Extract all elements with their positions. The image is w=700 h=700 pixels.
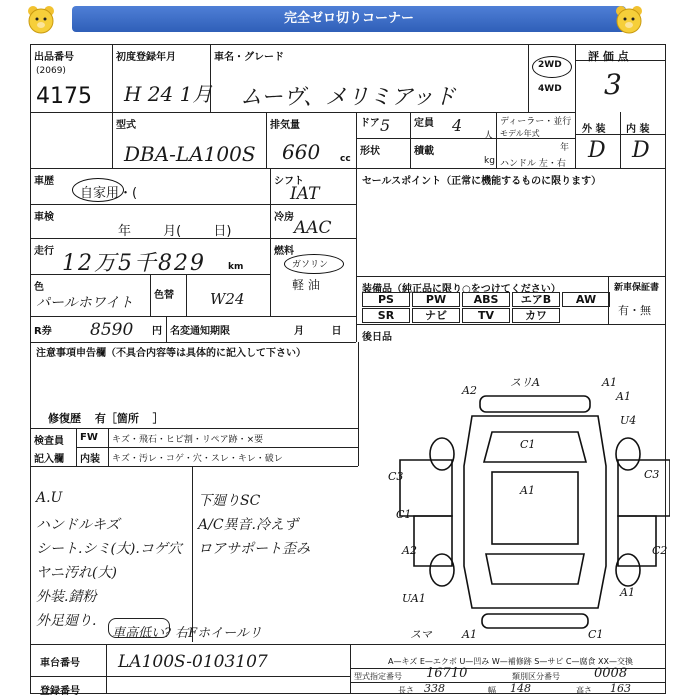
rear-bumper	[482, 614, 588, 628]
mascot-bear-right-icon	[612, 3, 646, 37]
lot-number: 4175	[36, 84, 92, 109]
chassis-value: LA100S-0103107	[118, 652, 268, 672]
damage-mark: C3	[388, 470, 404, 483]
front-bumper	[480, 396, 590, 412]
remark-left-item: シート.シミ(大).コゲ穴	[36, 541, 182, 557]
damage-mark: A1	[620, 586, 635, 599]
recycle-value: 8590	[90, 320, 134, 340]
equipment-item: カワ	[512, 308, 560, 323]
model-value: DBA-LA100S	[124, 142, 256, 166]
inspection-value: 年 月( 日)	[118, 224, 232, 239]
interior-grade-value: D	[632, 138, 650, 163]
rear-items-label: 後日品	[362, 332, 392, 343]
remark-left-item: ハンドルキズ	[36, 517, 120, 533]
dealer-label: ディーラー・並行	[500, 117, 572, 127]
car-name-value: ムーヴ、メリミアッド	[240, 85, 456, 110]
recycle-label: R券	[34, 326, 52, 337]
record-label: 記入欄	[34, 454, 64, 465]
new-warranty-label: 新車保証書	[614, 283, 660, 293]
width-value: 148	[510, 682, 531, 695]
width-label: 幅	[488, 686, 496, 695]
rear-window	[486, 554, 584, 584]
height-label: 高さ	[576, 686, 592, 695]
damage-mark: A2	[462, 384, 477, 397]
equipment-item: TV	[462, 308, 510, 323]
ac-value: AAC	[294, 218, 332, 238]
handle-label: ハンドル 左・右	[500, 159, 566, 169]
doors-value: 5	[380, 116, 391, 135]
doors-label: ドア	[360, 118, 380, 129]
category-label: 車歴	[34, 176, 54, 187]
name-change-value: 月 日	[294, 326, 342, 337]
damage-mark: C1	[520, 438, 536, 451]
mileage-value: 12万5千829	[62, 251, 206, 276]
first-registration-value: H 24 1月	[124, 82, 213, 106]
front-right-tire	[616, 438, 640, 470]
displacement-unit: cc	[340, 154, 351, 164]
displacement-value: 660	[282, 140, 321, 164]
damage-mark: スマ	[410, 628, 432, 641]
fuel-gasoline: ガソリン	[292, 260, 329, 270]
color-code: W24	[210, 290, 245, 308]
exterior-grade-label: 外 装	[582, 124, 606, 135]
remarks-bottom: 車高低い? 右Fホイールリ	[112, 626, 262, 641]
damage-mark: C2	[652, 544, 668, 557]
mascot-bear-left-icon	[24, 3, 58, 37]
mileage-label: 走行	[34, 246, 54, 257]
registration-label: 登録番号	[40, 686, 80, 697]
remark-right-item: A/C異音.冷えず	[198, 517, 298, 533]
equipment-label: 装備品（純正品に限り○をつけてください）	[362, 284, 561, 295]
equipment-item: SR	[362, 308, 410, 323]
model-year-unit: 年	[560, 143, 570, 153]
displacement-label: 排気量	[270, 120, 300, 131]
remark-left-item: A.U	[36, 490, 63, 506]
lot-sub-number: (2069)	[36, 66, 66, 76]
chassis-label: 車台番号	[40, 658, 80, 669]
shift-label: シフト	[274, 176, 304, 187]
shape-label: 形状	[360, 146, 380, 157]
new-warranty-value: 有・無	[618, 304, 651, 317]
equipment-item: PW	[412, 292, 460, 307]
front-left-tire	[430, 438, 454, 470]
ac-label: 冷房	[274, 212, 294, 223]
equipment-item: エアB	[512, 292, 560, 307]
rear-left-tire	[430, 554, 454, 586]
shift-value: IAT	[290, 184, 320, 204]
damage-mark: A1	[520, 484, 535, 497]
sales-point-label: セールスポイント（正常に機能するものに限ります）	[362, 176, 602, 187]
recycle-unit: 円	[152, 326, 162, 337]
car-damage-diagram	[380, 376, 670, 650]
repair-history-label: 修復歴 有［箇所 ］	[48, 412, 164, 425]
length-label: 長さ	[398, 686, 414, 695]
damage-legend: A—キズ E—エクボ U—凹み W—補修跡 S—サビ C—腐食 XX—交換	[388, 657, 634, 666]
roof	[492, 472, 578, 544]
interior-check-label: 内装	[80, 454, 100, 465]
damage-mark: U4	[620, 414, 637, 427]
remark-right-item: 下廻りSC	[198, 493, 261, 509]
height-value: 163	[610, 682, 631, 695]
damage-mark: C1	[396, 508, 412, 521]
damage-mark: スリA	[510, 376, 540, 389]
color-label: 色	[34, 282, 44, 293]
capacity-label: 定員	[414, 118, 434, 129]
name-change-label: 名変通知期限	[170, 326, 230, 337]
fuel-label: 燃料	[274, 246, 294, 257]
length-value: 338	[424, 682, 445, 695]
category-value: 自家用・(	[80, 186, 138, 201]
spec-number-value: 16710	[426, 666, 468, 681]
lot-number-label: 出品番号	[34, 52, 74, 63]
rear-right-tire	[616, 554, 640, 586]
interior-grade-label: 内 装	[626, 124, 650, 135]
damage-mark: A1	[462, 628, 477, 641]
fw-items: キズ・飛石・ヒビ割・リペア跡・×要	[112, 435, 264, 445]
damage-mark: A1	[616, 390, 631, 403]
drive-4wd: 4WD	[538, 84, 562, 94]
equipment-item: ABS	[462, 292, 510, 307]
color-value: パールホワイト	[36, 295, 134, 311]
damage-mark: C1	[588, 628, 604, 641]
color-change-label: 色替	[154, 290, 174, 301]
damage-mark: C3	[644, 468, 660, 481]
spec-number-label: 型式指定番号	[354, 672, 402, 681]
remark-left-item: 外装.錆粉	[36, 589, 97, 605]
inspection-label: 車検	[34, 212, 54, 223]
remark-left-item: ヤニ汚れ(大)	[36, 565, 117, 581]
damage-mark: A1	[602, 376, 617, 389]
fw-label: FW	[80, 432, 98, 443]
remark-right-item: ロアサポート歪み	[198, 541, 310, 557]
inspector-label: 検査員	[34, 436, 64, 447]
mileage-unit: km	[228, 262, 244, 272]
fuel-diesel: 軽 油	[292, 278, 320, 292]
class-number-label: 類別区分番号	[512, 672, 560, 681]
caution-label: 注意事項申告欄（不具合内容等は具体的に記入して下さい）	[36, 348, 306, 359]
load-unit: kg	[484, 156, 495, 166]
remark-left-item: 外足廻り.	[36, 613, 97, 629]
damage-mark: A2	[402, 544, 417, 557]
load-label: 積載	[414, 146, 434, 157]
capacity-unit: 人	[484, 131, 494, 141]
page-title: 完全ゼロ切りコーナー	[72, 6, 626, 32]
exterior-grade-value: D	[588, 138, 606, 163]
equipment-item: ナビ	[412, 308, 460, 323]
model-year-label: モデル年式	[500, 129, 540, 138]
interior-check-items: キズ・汚レ・コゲ・穴・スレ・キレ・破レ	[112, 454, 283, 464]
score-label: 評 価 点	[588, 50, 629, 63]
score-value: 3	[604, 68, 622, 101]
first-registration-label: 初度登録年月	[116, 52, 176, 63]
equipment-item: AW	[562, 292, 610, 307]
drive-2wd: 2WD	[538, 60, 562, 70]
equipment-item: PS	[362, 292, 410, 307]
car-name-label: 車名・グレード	[214, 52, 284, 63]
model-label: 型式	[116, 120, 136, 131]
damage-mark: UA1	[402, 592, 426, 605]
capacity-value: 4	[452, 116, 463, 135]
class-number-value: 0008	[594, 666, 628, 681]
